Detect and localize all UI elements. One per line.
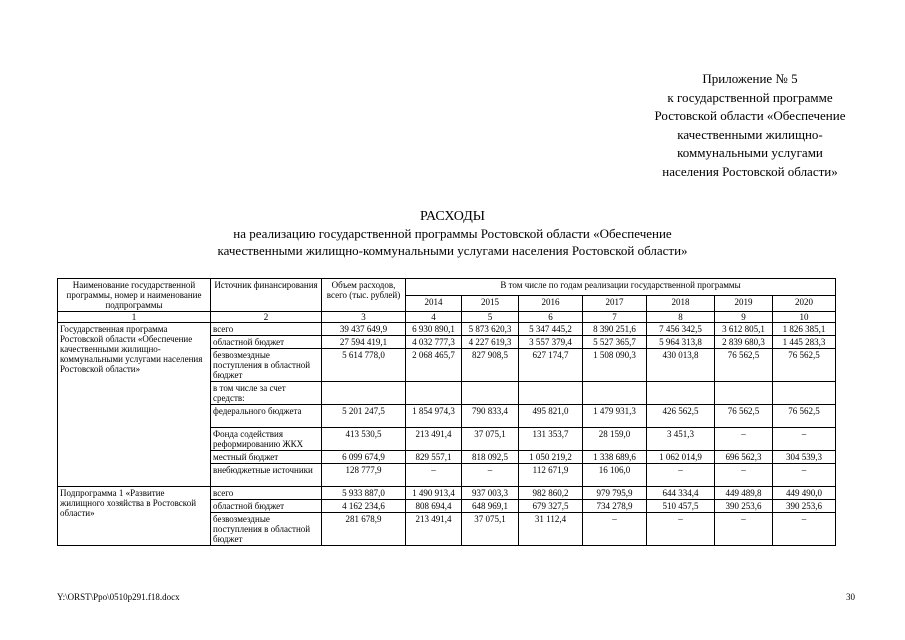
program-name: Подпрограмма 1 «Развитие жилищного хозяйства в Ростовской области» — [58, 487, 211, 546]
table-column-number-row — [58, 312, 836, 323]
total-value: 5 201 247,5 — [322, 405, 406, 428]
column-number: 5 — [462, 312, 519, 323]
funding-source: областной бюджет — [211, 500, 322, 513]
year-value: 5 873 620,3 — [462, 323, 519, 336]
year-value: 37 075,1 — [462, 513, 519, 546]
funding-source: безвозмездные поступления в областной бюджет — [211, 349, 322, 382]
year-value: 390 253,6 — [773, 500, 836, 513]
column-number: 2 — [211, 312, 322, 323]
year-header: 2015 — [462, 295, 519, 312]
total-value: 6 099 674,9 — [322, 451, 406, 464]
total-value: 128 777,9 — [322, 464, 406, 487]
year-value: – — [773, 464, 836, 487]
year-value: – — [406, 464, 462, 487]
year-value — [583, 382, 647, 405]
year-value: 808 694,4 — [406, 500, 462, 513]
year-value: – — [773, 428, 836, 451]
column-number: 8 — [647, 312, 715, 323]
total-value: 5 614 778,0 — [322, 349, 406, 382]
year-value: 495 821,0 — [519, 405, 583, 428]
year-header: 2020 — [773, 295, 836, 312]
table-header-row — [58, 279, 836, 296]
total-value: 5 933 887,0 — [322, 487, 406, 500]
year-value: 679 327,5 — [519, 500, 583, 513]
year-value — [462, 382, 519, 405]
header-by-year: В том числе по годам реализации государственной программы — [406, 279, 836, 296]
header-total: Объем расходов, всего (тыс. рублей) — [322, 279, 406, 312]
year-value: 304 539,3 — [773, 451, 836, 464]
year-value: – — [462, 464, 519, 487]
year-value: 1 445 283,3 — [773, 336, 836, 349]
year-value: 449 490,0 — [773, 487, 836, 500]
year-value: 3 451,3 — [647, 428, 715, 451]
year-value: 2 839 680,3 — [715, 336, 773, 349]
funding-source: безвозмездные поступления в областной бюджет — [211, 513, 322, 546]
page-number: 30 — [846, 592, 855, 602]
year-value: 790 833,4 — [462, 405, 519, 428]
year-value: – — [715, 464, 773, 487]
year-value: 426 562,5 — [647, 405, 715, 428]
year-value: – — [583, 513, 647, 546]
year-value: 16 106,0 — [583, 464, 647, 487]
funding-source: областной бюджет — [211, 336, 322, 349]
appendix-line: Приложение № 5 — [702, 71, 798, 86]
year-value: 28 159,0 — [583, 428, 647, 451]
total-value: 281 678,9 — [322, 513, 406, 546]
total-value — [322, 382, 406, 405]
year-value: 1 508 090,3 — [583, 349, 647, 382]
year-value: 734 278,9 — [583, 500, 647, 513]
document-title: РАСХОДЫ — [420, 209, 485, 224]
document-subtitle-line: качественными жилищно-коммунальными услугами населения Ростовской области» — [217, 243, 688, 258]
column-number: 9 — [715, 312, 773, 323]
funding-source: всего — [211, 323, 322, 336]
year-value: 979 795,9 — [583, 487, 647, 500]
year-value: 2 068 465,7 — [406, 349, 462, 382]
table-row — [58, 323, 836, 336]
year-value: 76 562,5 — [715, 405, 773, 428]
year-value: 5 347 445,2 — [519, 323, 583, 336]
year-value: 1 490 913,4 — [406, 487, 462, 500]
year-value: 213 491,4 — [406, 428, 462, 451]
year-value: 3 612 805,1 — [715, 323, 773, 336]
appendix-line: коммунальными услугами — [677, 145, 823, 160]
program-name: Государственная программа Ростовской области «Обеспечение качественными жилищно-коммунальными услугами населения Ростовской области» — [58, 323, 211, 487]
year-value: 131 353,7 — [519, 428, 583, 451]
appendix-line: качественными жилищно- — [677, 126, 823, 142]
year-header: 2014 — [406, 295, 462, 312]
year-value: 76 562,5 — [773, 405, 836, 428]
column-number: 10 — [773, 312, 836, 323]
funding-source: Фонда содействия реформированию ЖКХ — [211, 428, 322, 451]
column-number: 6 — [519, 312, 583, 323]
year-value: 1 338 689,6 — [583, 451, 647, 464]
year-value: 982 860,2 — [519, 487, 583, 500]
document-heading — [0, 208, 905, 259]
year-header: 2018 — [647, 295, 715, 312]
year-value: 4 032 777,3 — [406, 336, 462, 349]
funding-source: внебюджетные источники — [211, 464, 322, 487]
funding-source: всего — [211, 487, 322, 500]
year-value: 76 562,5 — [773, 349, 836, 382]
year-value: – — [715, 513, 773, 546]
year-value: 7 456 342,5 — [647, 323, 715, 336]
total-value: 4 162 234,6 — [322, 500, 406, 513]
year-header: 2017 — [583, 295, 647, 312]
appendix-line: населения Ростовской области» — [662, 163, 838, 179]
year-value: 37 075,1 — [462, 428, 519, 451]
year-value: 5 964 313,8 — [647, 336, 715, 349]
year-value — [519, 382, 583, 405]
year-value: – — [647, 464, 715, 487]
year-value — [715, 382, 773, 405]
year-value: 5 527 365,7 — [583, 336, 647, 349]
header-name: Наименование государственной программы, номер и наименование подпрограммы — [58, 279, 211, 312]
year-value: – — [715, 428, 773, 451]
column-number: 7 — [583, 312, 647, 323]
year-value: 112 671,9 — [519, 464, 583, 487]
year-value: 827 908,5 — [462, 349, 519, 382]
funding-source: местный бюджет — [211, 451, 322, 464]
year-value: 648 969,1 — [462, 500, 519, 513]
year-value: 4 227 619,3 — [462, 336, 519, 349]
table-row — [58, 487, 836, 500]
year-value: 6 930 890,1 — [406, 323, 462, 336]
column-number: 3 — [322, 312, 406, 323]
year-value — [647, 382, 715, 405]
year-value: 31 112,4 — [519, 513, 583, 546]
funding-source: в том числе за счет средств: — [211, 382, 322, 405]
year-value: – — [773, 513, 836, 546]
year-value: – — [647, 513, 715, 546]
total-value: 27 594 419,1 — [322, 336, 406, 349]
year-value: 937 003,3 — [462, 487, 519, 500]
year-value: 1 826 385,1 — [773, 323, 836, 336]
year-value: 1 050 219,2 — [519, 451, 583, 464]
year-value: 390 253,6 — [715, 500, 773, 513]
expenses-table — [57, 278, 836, 546]
year-value: 818 092,5 — [462, 451, 519, 464]
year-value: 510 457,5 — [647, 500, 715, 513]
year-value: 1 854 974,3 — [406, 405, 462, 428]
total-value: 39 437 649,9 — [322, 323, 406, 336]
year-value: 430 013,8 — [647, 349, 715, 382]
column-number: 4 — [406, 312, 462, 323]
year-value: 76 562,5 — [715, 349, 773, 382]
year-value: 3 557 379,4 — [519, 336, 583, 349]
year-value — [406, 382, 462, 405]
total-value: 413 530,5 — [322, 428, 406, 451]
year-value: 213 491,4 — [406, 513, 462, 546]
year-value: 449 489,8 — [715, 487, 773, 500]
file-path: Y:\ORST\Ppo\0510p291.f18.docx — [57, 592, 180, 602]
year-value: 644 334,4 — [647, 487, 715, 500]
funding-source: федерального бюджета — [211, 405, 322, 428]
year-header: 2016 — [519, 295, 583, 312]
year-value: 1 062 014,9 — [647, 451, 715, 464]
appendix-line: к государственной программе — [667, 89, 833, 105]
year-value — [773, 382, 836, 405]
year-value: 627 174,7 — [519, 349, 583, 382]
year-value: 829 557,1 — [406, 451, 462, 464]
document-subtitle-line: на реализацию государственной программы Ростовской области «Обеспечение — [233, 226, 672, 241]
appendix-note — [600, 70, 900, 181]
year-value: 1 479 931,3 — [583, 405, 647, 428]
appendix-line: Ростовской области «Обеспечение — [654, 108, 846, 123]
year-value: 696 562,3 — [715, 451, 773, 464]
year-value: 8 390 251,6 — [583, 323, 647, 336]
column-number: 1 — [58, 312, 211, 323]
year-header: 2019 — [715, 295, 773, 312]
header-source: Источник финансирования — [211, 279, 322, 312]
